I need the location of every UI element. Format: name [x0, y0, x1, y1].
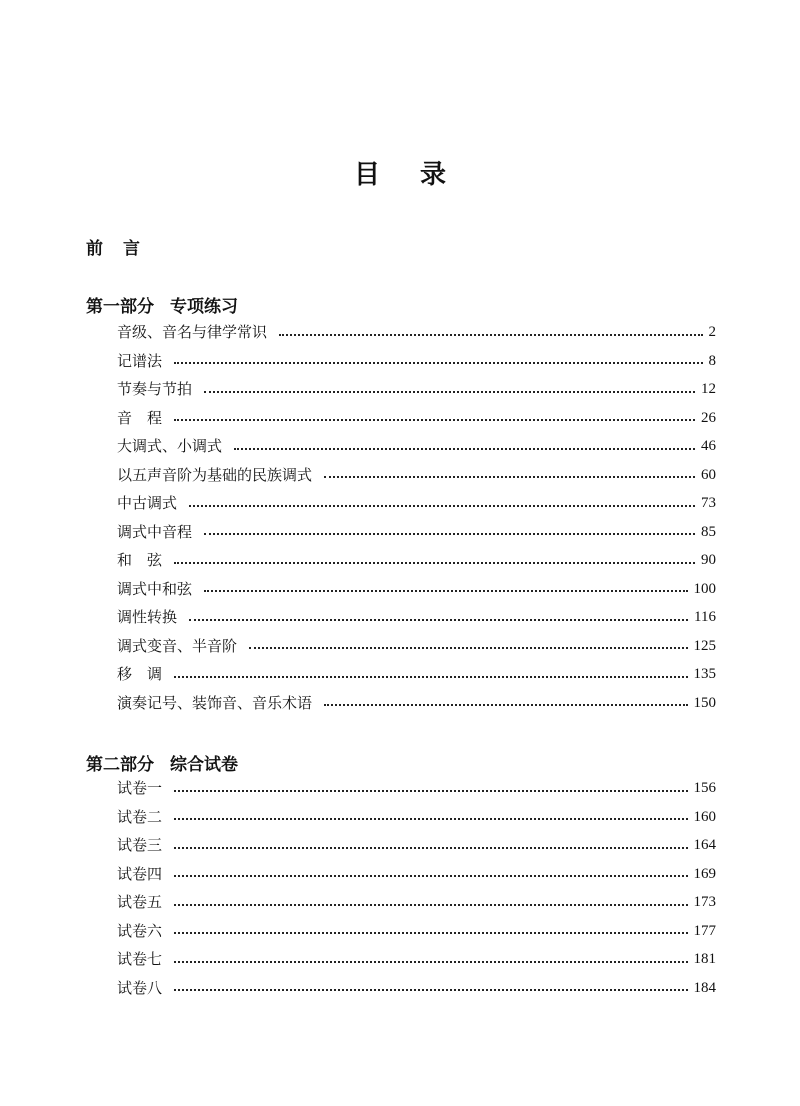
dot-leader [324, 475, 695, 478]
entry-page: 116 [694, 609, 716, 625]
dot-leader [189, 504, 695, 507]
toc-entry[interactable] [117, 546, 716, 575]
dot-leader [174, 988, 687, 991]
entry-label: 音级、音名与律学常识 [117, 323, 268, 341]
entry-label: 大调式、小调式 [117, 437, 223, 455]
dot-leader [249, 646, 687, 649]
dot-leader [174, 789, 687, 792]
toc-entry[interactable] [117, 404, 716, 433]
entry-label: 调式中和弦 [117, 579, 193, 598]
dot-leader [174, 561, 695, 564]
entry-page: 173 [693, 894, 716, 910]
dot-leader [174, 874, 687, 877]
toc-entry[interactable] [117, 575, 716, 604]
entry-label: 记谱法 [117, 351, 163, 370]
dot-leader [234, 447, 695, 450]
dot-leader [174, 931, 687, 934]
entry-label: 以五声音阶为基础的民族调式 [117, 465, 313, 484]
entry-page: 12 [701, 381, 716, 397]
entry-label: 试卷一 [117, 779, 163, 797]
part2-label: 第二部分 [86, 755, 154, 775]
entry-label: 调式变音、半音阶 [117, 636, 238, 655]
entry-page: 150 [693, 694, 716, 711]
part1-label: 第一部分 [86, 297, 154, 317]
entry-label: 中古调式 [117, 494, 178, 512]
entry-label: 试卷五 [117, 893, 163, 911]
toc-entry[interactable] [117, 774, 716, 803]
entry-page: 2 [708, 324, 716, 340]
preface-heading[interactable] [86, 234, 160, 259]
entry-page: 160 [693, 808, 716, 825]
toc-entry[interactable] [117, 831, 716, 860]
entry-page: 177 [693, 922, 716, 939]
entry-label: 调性转换 [117, 608, 178, 626]
dot-leader [174, 846, 687, 849]
toc-entry[interactable] [117, 603, 716, 632]
toc-entry[interactable] [117, 432, 716, 461]
entry-page: 60 [701, 466, 716, 483]
toc-entry[interactable] [117, 318, 716, 347]
dot-leader [174, 418, 695, 421]
title-char-1: 目 [353, 160, 380, 190]
part2-entry-list [117, 774, 716, 1002]
dot-leader [204, 390, 695, 393]
toc-entry[interactable] [117, 347, 716, 376]
toc-entry[interactable] [117, 375, 716, 404]
entry-page: 26 [701, 409, 716, 426]
toc-entry[interactable] [117, 888, 716, 917]
entry-page: 164 [693, 837, 716, 853]
entry-page: 73 [701, 495, 716, 511]
toc-entry[interactable] [117, 660, 716, 689]
entry-label: 调式中音程 [117, 522, 193, 541]
dot-leader [324, 703, 687, 706]
entry-label: 试卷三 [117, 836, 163, 854]
preface-char-2: 言 [123, 239, 140, 259]
dot-leader [174, 903, 687, 906]
title-char-2: 录 [420, 160, 447, 190]
entry-label: 试卷七 [117, 950, 163, 968]
entry-label: 移 调 [117, 665, 163, 683]
dot-leader [174, 675, 687, 678]
part1-entry-list [117, 318, 716, 717]
toc-entry[interactable] [117, 803, 716, 832]
toc-entry[interactable] [117, 917, 716, 946]
entry-label: 音 程 [117, 408, 163, 427]
entry-label: 节奏与节拍 [117, 380, 193, 398]
entry-page: 90 [701, 552, 716, 568]
toc-entry[interactable] [117, 974, 716, 1003]
part2-heading[interactable] [86, 750, 238, 775]
toc-entry[interactable] [117, 489, 716, 518]
entry-page: 46 [701, 438, 716, 454]
toc-entry[interactable] [117, 518, 716, 547]
entry-page: 156 [693, 780, 716, 796]
entry-page: 135 [693, 666, 716, 682]
toc-entry[interactable] [117, 689, 716, 718]
toc-entry[interactable] [117, 461, 716, 490]
entry-page: 169 [693, 865, 716, 882]
entry-label: 试卷六 [117, 921, 163, 940]
dot-leader [204, 532, 695, 535]
toc-entry[interactable] [117, 860, 716, 889]
part2-name: 综合试卷 [170, 755, 238, 775]
entry-label: 演奏记号、装饰音、音乐术语 [117, 693, 313, 712]
entry-label: 和 弦 [117, 551, 163, 569]
entry-label: 试卷四 [117, 864, 163, 883]
entry-page: 184 [693, 979, 716, 996]
dot-leader [174, 361, 702, 364]
entry-page: 125 [693, 637, 716, 654]
entry-page: 181 [693, 951, 716, 967]
entry-page: 85 [701, 523, 716, 540]
dot-leader [189, 618, 688, 621]
entry-label: 试卷二 [117, 807, 163, 826]
toc-entry[interactable] [117, 945, 716, 974]
entry-page: 8 [708, 352, 716, 369]
dot-leader [174, 817, 687, 820]
dot-leader [204, 589, 687, 592]
part1-heading[interactable] [86, 292, 238, 317]
part1-name: 专项练习 [170, 297, 238, 317]
toc-entry[interactable] [117, 632, 716, 661]
entry-label: 试卷八 [117, 978, 163, 997]
dot-leader [174, 960, 687, 963]
dot-leader [279, 333, 702, 336]
entry-page: 100 [693, 580, 716, 597]
page-title [0, 154, 800, 191]
preface-char-1: 前 [86, 239, 103, 259]
